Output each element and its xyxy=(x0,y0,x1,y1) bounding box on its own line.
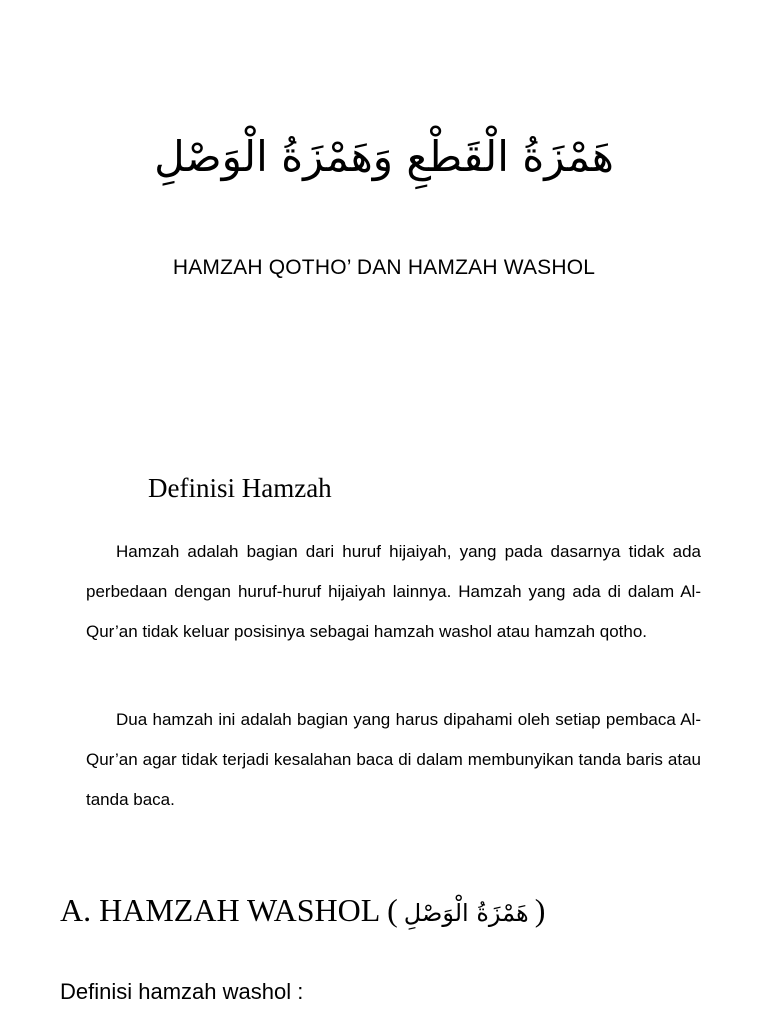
subheading-prefix: A. HAMZAH WASHOL ( xyxy=(60,892,398,928)
paragraph-2: Dua hamzah ini adalah bagian yang harus dipahami oleh setiap pembaca Al-Qur’an agar tidak terjadi kesalahan baca di dalam membunyikan tanda baris atau tanda baca. xyxy=(86,710,701,809)
subheading-suffix: ) xyxy=(534,892,546,928)
arabic-title: هَمْزَةُ الْقَطْعِ وَهَمْزَةُ الْوَصْلِ xyxy=(154,132,614,181)
section-heading: Definisi Hamzah xyxy=(148,473,332,503)
paragraph-1: Hamzah adalah bagian dari huruf hijaiyah, yang pada dasarnya tidak ada perbedaan dengan huruf-huruf hijaiyah lainnya. Hamzah yang ada di dalam Al-Qur’an tidak keluar posisinya sebagai hamzah washol atau hamzah qotho. xyxy=(86,542,701,641)
subheading-arabic: هَمْزَةُ الْوَصْلِ xyxy=(403,899,529,927)
definition-label: Definisi hamzah washol : xyxy=(60,979,304,1004)
subheading-hamzah-washol xyxy=(60,888,545,935)
page-title: HAMZAH QOTHO’ DAN HAMZAH WASHOL xyxy=(172,256,596,279)
